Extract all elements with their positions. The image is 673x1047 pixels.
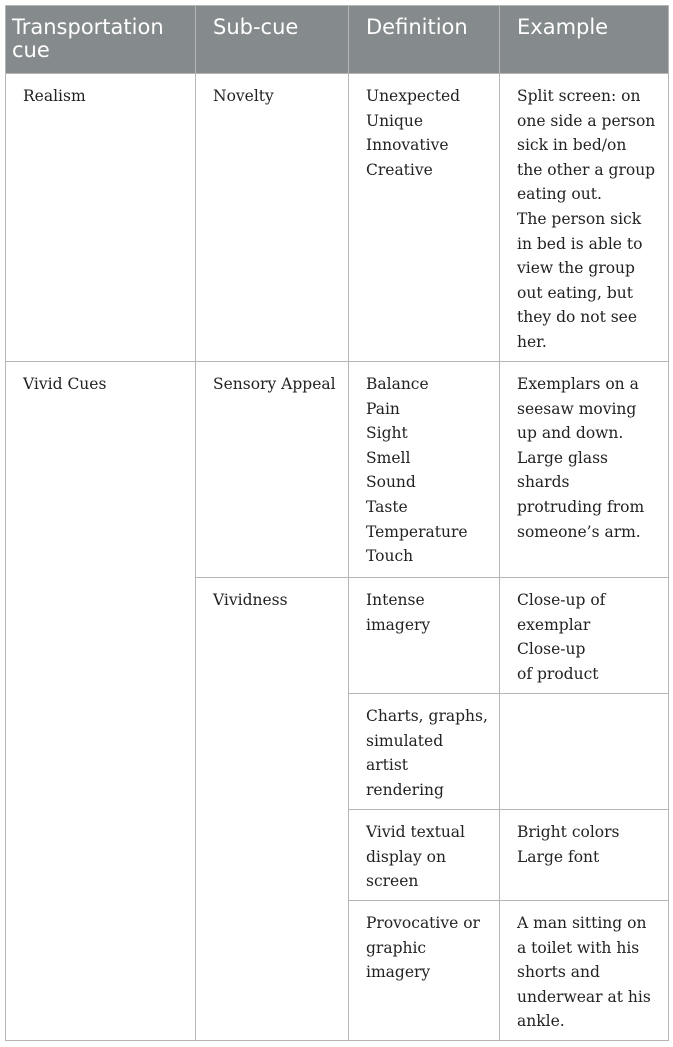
cell-line: The person sick <box>517 209 642 228</box>
cell-line: Taste <box>366 497 408 516</box>
cell-line: Charts, graphs, <box>366 707 488 725</box>
cell-line: imagery <box>366 963 431 982</box>
header-example: Example <box>500 6 669 74</box>
table-row-realism <box>6 74 669 362</box>
definition-cell <box>349 362 500 578</box>
transportation-cue-table <box>5 5 669 1041</box>
cell-line: Vivid textual <box>366 823 465 841</box>
cell-line: one side a person <box>517 111 656 130</box>
example-cell <box>500 362 669 578</box>
header-sub-cue: Sub-cue <box>196 6 349 74</box>
cell-line: shorts and <box>517 963 600 982</box>
cell-line: in bed is able to <box>517 234 643 253</box>
cell-line: Pain <box>366 399 400 418</box>
header-definition: Definition <box>349 6 500 74</box>
example-cell <box>500 694 669 810</box>
cell-line: Sound <box>366 473 416 492</box>
cell-line: imagery <box>366 615 431 634</box>
example-cell <box>500 810 669 901</box>
cell-line: up and down. <box>517 424 624 443</box>
cell-line: seesaw moving <box>517 399 637 418</box>
cell-line: the other a group <box>517 160 656 179</box>
cell-line: they do not see <box>517 308 638 327</box>
cell-line: sick in bed/on <box>517 136 627 155</box>
cell-line: Unexpected <box>366 87 461 105</box>
subcue-cell: Sensory Appeal <box>196 362 349 578</box>
cell-line: ankle. <box>517 1012 565 1031</box>
cell-line: Sight <box>366 424 408 443</box>
cell-line: Smell <box>366 448 411 467</box>
cell-line: screen <box>366 872 419 891</box>
example-cell <box>500 74 669 362</box>
cue-cell: Realism <box>6 74 196 362</box>
cell-line: Close-up of <box>517 591 606 609</box>
subcue-cell: Novelty <box>196 74 349 362</box>
cell-line: Touch <box>366 547 414 566</box>
subcue-cell: Vividness <box>196 578 349 1041</box>
cell-line: Unique <box>366 111 424 130</box>
cell-line: Large font <box>517 847 600 866</box>
example-cell <box>500 578 669 694</box>
cell-line: Bright colors <box>517 823 620 841</box>
cell-line: view the group <box>517 259 635 278</box>
table-row-sensory-appeal <box>6 362 669 578</box>
cell-line: protruding from <box>517 497 645 516</box>
cell-line: her. <box>517 332 547 351</box>
cell-line: a toilet with his <box>517 938 640 957</box>
cue-cell: Vivid Cues <box>6 362 196 1041</box>
cell-line: Exemplars on a <box>517 375 639 393</box>
definition-cell <box>349 578 500 694</box>
cell-line: Large glass <box>517 448 608 467</box>
definition-cell <box>349 901 500 1041</box>
cell-line: Creative <box>366 160 433 179</box>
definition-cell <box>349 74 500 362</box>
cell-line: artist <box>366 756 409 775</box>
example-cell <box>500 901 669 1041</box>
cell-line: someone’s arm. <box>517 522 641 541</box>
cell-line: shards <box>517 473 570 492</box>
cell-line: eating out. <box>517 185 602 204</box>
cell-line: Balance <box>366 375 429 393</box>
cell-line: Provocative or <box>366 914 480 932</box>
cell-line: graphic <box>366 938 427 957</box>
header-row <box>6 6 669 74</box>
cell-line: Close-up <box>517 640 586 659</box>
cell-line: display on <box>366 847 446 866</box>
cell-line: Split screen: on <box>517 87 641 105</box>
cell-line: Innovative <box>366 136 449 155</box>
cell-line: Intense <box>366 591 425 609</box>
cell-line: out eating, but <box>517 283 633 302</box>
cell-line: A man sitting on <box>517 914 647 932</box>
definition-cell <box>349 810 500 901</box>
header-transportation-cue: Transportation cue <box>6 6 196 74</box>
cell-line: Temperature <box>366 522 468 541</box>
cell-line: rendering <box>366 780 444 799</box>
cell-line: of product <box>517 664 599 683</box>
cell-line: underwear at his <box>517 987 651 1006</box>
definition-cell <box>349 694 500 810</box>
cell-line: exemplar <box>517 615 591 634</box>
cell-line: simulated <box>366 731 444 750</box>
